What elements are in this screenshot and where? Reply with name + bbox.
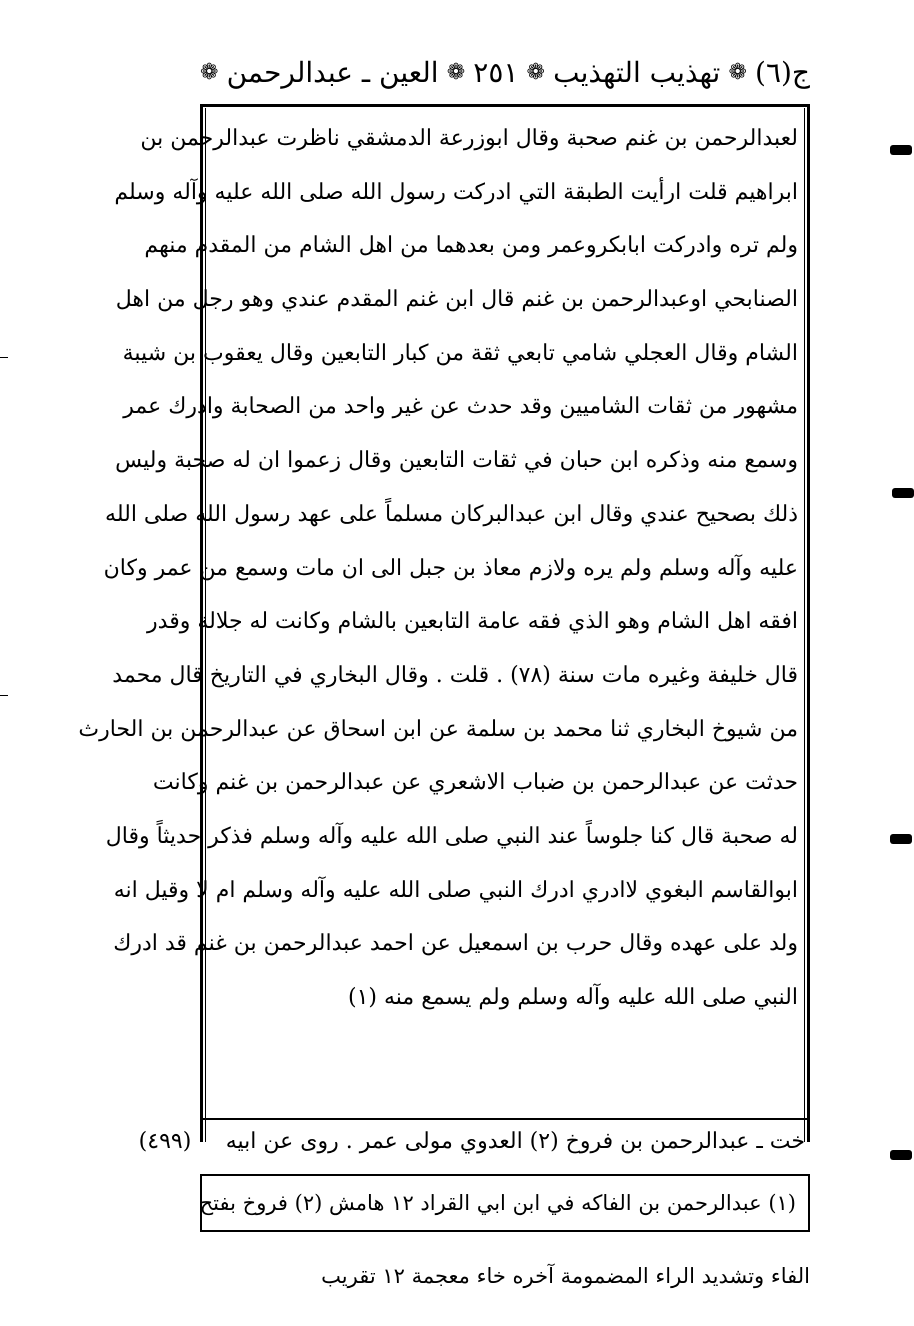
text-line: مشهور من ثقات الشاميين وقد حدث عن غير واحد من الصحابة وادرك عمر: [123, 394, 798, 420]
text-line: افقه اهل الشام وهو الذي فقه عامة التابعين بالشام وكانت له جلالة وقدر: [147, 609, 798, 635]
text-line: له صحبة قال كنا جلوساً عند النبي صلى الله عليه وآله وسلم فذكر حديثاً وقال: [105, 823, 798, 849]
text-line: لعبدالرحمن بن غنم صحبة وقال ابوزرعة الدمشقي ناظرت عبدالرحمن بن: [140, 126, 798, 151]
ornament-icon: ❁: [200, 59, 219, 85]
text-line: من شيوخ البخاري ثنا محمد بن سلمة عن ابن اسحاق عن عبدالرحمن بن الحارث: [78, 716, 798, 742]
entry-number: (٤٩٩): [138, 1129, 192, 1154]
page-header: [200, 42, 810, 102]
margin-mark: [892, 488, 914, 498]
text-line: ولم تره وادركت ابابكروعمر ومن بعدهما من اهل الشام من المقدم منهم: [144, 233, 798, 259]
section-title: العين ـ عبدالرحمن: [226, 55, 439, 89]
margin-mark: [890, 145, 912, 155]
page-number: ٢٥١: [473, 55, 519, 89]
margin-mark: [890, 1150, 912, 1160]
text-line: الشام وقال العجلي شامي تابعي ثقة من كبار التابعين وقال يعقوب بن شيبة: [122, 340, 798, 366]
footnote-continuation: الفاء وتشديد الراء المضمومة آخره خاء معجمة ١٢ تقريب: [321, 1264, 810, 1288]
margin-mark: [890, 834, 912, 844]
margin-tick: [0, 357, 8, 358]
text-line: ابراهيم قلت ارأيت الطبقة التي ادركت رسول الله صلى الله عليه وآله وسلم: [114, 179, 798, 205]
ornament-icon: ❁: [446, 59, 466, 85]
main-text: [78, 112, 798, 1025]
footnote-box: (١) عبدالرحمن بن الفاكه في ابن ابي القراد ١٢ هامش (٢) فروخ بفتح: [200, 1174, 810, 1232]
text-line: ولد على عهده وقال حرب بن اسمعيل عن احمد عبدالرحمن بن غنم قد ادرك: [113, 931, 798, 957]
ornament-icon: ❁: [526, 59, 545, 85]
text-line: قال خليفة وغيره مات سنة (٧٨) . قلت . وقال البخاري في التاريخ قال محمد: [112, 662, 798, 688]
text-line: ذلك بصحيح عندي وقال ابن عبدالبركان مسلماً على عهد رسول الله صلى الله: [105, 501, 798, 527]
ornament-icon: ❁: [728, 59, 747, 85]
volume-label: ج(٦): [755, 55, 810, 89]
margin-tick: [0, 695, 8, 696]
text-line: الصنابحي اوعبدالرحمن بن غنم قال ابن غنم المقدم عندي وهو رجل من اهل: [115, 287, 798, 313]
text-line: النبي صلى الله عليه وآله وسلم ولم يسمع منه (١): [348, 985, 798, 1010]
entry-divider: [200, 1118, 810, 1120]
text-line: عليه وآله وسلم ولم يره ولازم معاذ بن جبل الى ان مات وسمع من عمر وكان: [103, 555, 798, 581]
biography-entry: خت ـ عبدالرحمن بن فروخ (٢) العدوي مولى عمر . روى عن ابيه: [225, 1129, 805, 1154]
text-line: ابوالقاسم البغوي لاادري ادرك النبي صلى الله عليه وآله وسلم ام لا وقيل انه: [113, 877, 798, 903]
text-line: وسمع منه وذكره ابن حبان في ثقات التابعين وقال زعموا ان له صحبة وليس: [115, 448, 798, 474]
book-title: تهذيب التهذيب: [553, 55, 721, 89]
text-line: حدثت عن عبدالرحمن بن ضباب الاشعري عن عبدالرحمن بن غنم وكانت: [152, 770, 798, 796]
